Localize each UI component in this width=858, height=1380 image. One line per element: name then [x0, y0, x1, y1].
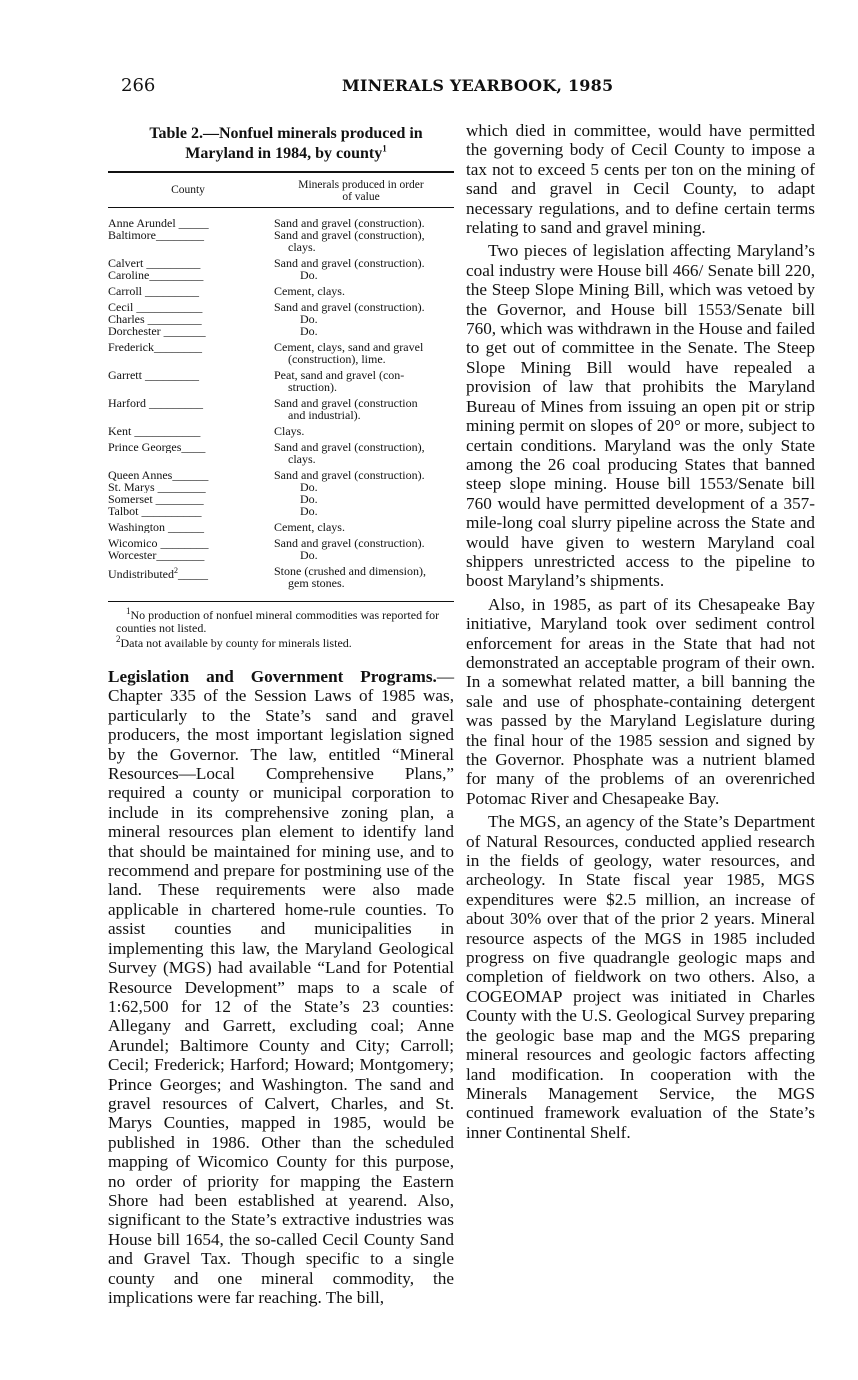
table-row	[108, 325, 454, 337]
table-row	[108, 229, 454, 253]
minerals-cell: Cement, clays.	[274, 284, 345, 298]
county-cell: Caroline_________	[108, 269, 204, 281]
county-cell: Cecil ___________	[108, 301, 203, 313]
county-cell: Undistributed$^2$_____	[108, 566, 208, 580]
table-row	[108, 481, 454, 493]
minerals-cell: Do.	[300, 480, 318, 494]
county-cell: Queen Annes______	[108, 469, 209, 481]
table-row	[108, 425, 454, 437]
minerals-cell: Sand and gravel (construction), clays.	[274, 228, 425, 254]
table-header	[108, 173, 454, 207]
county-cell: Worcester________	[108, 549, 205, 561]
table-row	[108, 469, 454, 481]
footnote-2: $^2$Data not available by county for minerals listed.	[116, 634, 352, 650]
caption-footnote-ref: 1	[382, 143, 387, 154]
county-cell: Calvert _________	[108, 257, 201, 269]
table-row	[108, 341, 454, 365]
minerals-cell: Cement, clays.	[274, 520, 345, 534]
county-cell: Anne Arundel _____	[108, 217, 209, 229]
minerals-cell: Sand and gravel (construction).	[274, 256, 425, 270]
table-row	[108, 301, 454, 313]
minerals-cell: Clays.	[274, 424, 305, 438]
county-cell: Washington ______	[108, 521, 205, 533]
minerals-cell: Do.	[300, 504, 318, 518]
page-number: 266	[121, 75, 156, 96]
table-row	[108, 397, 454, 421]
table-footnotes	[108, 606, 454, 650]
minerals-cell: Peat, sand and gravel (con- struction).	[274, 368, 405, 394]
table-row	[108, 549, 454, 561]
paragraph-mgs: The MGS, an agency of the State’s Department of Natural Resources, conducted applied research in the fields of geology, water resources, and archeology. In State fiscal year 1985, MGS expenditures were $2.5 million, an increase of about 30% over that of the prior 2 years. Mineral resource aspects of the MGS in 1985 included progress on five quadrangle geologic maps and completion of fieldwork on two others. Also, a COGEOMAP project was initiated in Charles County with the U.S. Geological Survey preparing the geologic base map and the MGS preparing mineral resources and geologic factors affecting land modification. In cooperation with the Minerals Management Service, the MGS continued framework evaluation of the State’s inner Continental Shelf.	[466, 812, 815, 1142]
minerals-cell: Cement, clays, sand and gravel (construction), lime.	[274, 340, 424, 366]
table-caption: Table 2.—Nonfuel minerals produced in Maryland in 1984, by county$^1$	[149, 125, 423, 162]
table-row	[108, 521, 454, 533]
table-row	[108, 441, 454, 465]
table-row	[108, 285, 454, 297]
col-header-minerals: Minerals produced in order of value	[298, 179, 424, 203]
table-row	[108, 565, 454, 589]
county-cell: St. Marys ________	[108, 481, 206, 493]
table-row	[108, 537, 454, 549]
county-cell: Prince Georges____	[108, 441, 206, 453]
paragraph-coal-legislation: Two pieces of legislation affecting Maryland’s coal industry were House bill 466/ Senate bill 220, the Steep Slope Mining Bill, which was vetoed by the Governor, and House bill 1553/Senate bill 760, which was withdrawn in the House and failed to get out of committee in the Senate. The Steep Slope Mining Bill would have repealed a provision of law that prohibits the Maryland Bureau of Mines from issuing an open pit or strip mining permit on slopes of 20° or more, subject to certain conditions. Maryland was the only State among the 26 coal producing States that banned steep slope mining. House bill 1553/Senate bill 760 would have permitted development of a 357-mile-long coal slurry pipeline across the State and would have given to western Maryland coal shippers unrestricted access to the pipeline to boost Maryland’s shipments.	[466, 241, 815, 591]
table-row	[108, 493, 454, 505]
left-column	[108, 124, 454, 1307]
county-cell: Dorchester _______	[108, 325, 206, 337]
table-bottom-rule	[108, 601, 454, 602]
table-row	[108, 269, 454, 281]
minerals-cell: Do.	[300, 312, 318, 326]
county-cell: Talbot __________	[108, 505, 202, 517]
minerals-cell: Stone (crushed and dimension), gem stones.	[274, 564, 426, 590]
running-title: MINERALS YEARBOOK, 1985	[342, 76, 614, 95]
right-column	[466, 121, 815, 1142]
table-row	[108, 313, 454, 325]
table-row	[108, 505, 454, 517]
footnote-1: $^1$No production of nonfuel mineral commodities was reported for counties not listed.	[116, 606, 440, 635]
minerals-cell: Sand and gravel (construction).	[274, 468, 425, 482]
county-cell: Charles _________	[108, 313, 202, 325]
county-cell: Baltimore________	[108, 229, 204, 241]
county-cell: Carroll _________	[108, 285, 199, 297]
minerals-cell: Do.	[300, 324, 318, 338]
minerals-table	[108, 124, 454, 650]
county-cell: Harford _________	[108, 397, 203, 409]
minerals-cell: Do.	[300, 268, 318, 282]
legislation-section	[108, 667, 454, 1307]
minerals-cell: Do.	[300, 492, 318, 506]
minerals-cell: Sand and gravel (construction).	[274, 536, 425, 550]
section-heading: Legislation and Government Programs.	[108, 667, 437, 686]
county-cell: Kent ___________	[108, 425, 201, 437]
legislation-paragraph: Legislation and Government Programs.—Chapter 335 of the Session Laws of 1985 was, particularly to the State’s sand and gravel producers, the most important legislation signed by the Governor. The law, entitled “Mineral Resources—Local Comprehensive Plans,” required a county or municipal corporation to include in its comprehensive zoning plan, a mineral resources plan element to identify land that should be maintained for mining use, and to recommend and prepare for postmining use of the land. These requirements were also made applicable in chartered home-rule counties. To assist counties and municipalities in implementing this law, the Maryland Geological Survey (MGS) had available “Land for Potential Resource Development” maps to a scale of 1:62,500 for 12 of the State’s 23 counties: Allegany and Garrett, excluding coal; Anne Arundel; Baltimore County and City; Carroll; Cecil; Frederick; Harford; Howard; Montgomery; Prince Georges; and Washington. The sand and gravel resources of Calvert, Charles, and St. Marys Counties, mapped in 1985, would be published in 1986. Other than the scheduled mapping of Wicomico County for this purpose, no order of priority for mapping the Eastern Shore had been established at yearend. Also, significant to the State’s extractive industries was House bill 1654, the so-called Cecil County Sand and Gravel Tax. Though specific to a single county and one mineral commodity, the implications were far reaching. The bill,	[108, 667, 454, 1307]
county-footnote-ref: 2	[174, 566, 178, 575]
minerals-cell: Do.	[300, 548, 318, 562]
minerals-cell: Sand and gravel (construction).	[274, 216, 425, 230]
table-body	[108, 208, 454, 595]
county-cell: Garrett _________	[108, 369, 199, 381]
minerals-cell: Sand and gravel (construction).	[274, 300, 425, 314]
table-row	[108, 369, 454, 393]
county-cell: Wicomico ________	[108, 537, 209, 549]
county-cell: Frederick________	[108, 341, 202, 353]
paragraph-chesapeake: Also, in 1985, as part of its Chesapeake Bay initiative, Maryland took over sediment control enforcement for areas in the State that had not demonstrated an acceptable program of their own. In a somewhat related matter, a bill banning the sale and use of phosphate-containing detergent was passed by the Maryland Legislature during the final hour of the 1985 session and signed by the Governor. Phosphate was a nutrient blamed for many of the problems of an overenriched Potomac River and Chesapeake Bay.	[466, 594, 815, 808]
table-row	[108, 257, 454, 269]
paragraph-continued: which died in committee, would have permitted the governing body of Cecil County to impose a tax not to exceed 5 cents per ton on the mining of sand and gravel in Cecil County, to adapt necessary regulations, and to define certain terms relating to sand and gravel mining.	[466, 121, 815, 238]
county-cell: Somerset ________	[108, 493, 204, 505]
col-header-county: County	[171, 184, 205, 196]
minerals-cell: Sand and gravel (construction and industrial).	[274, 396, 418, 422]
minerals-cell: Sand and gravel (construction), clays.	[274, 440, 425, 466]
